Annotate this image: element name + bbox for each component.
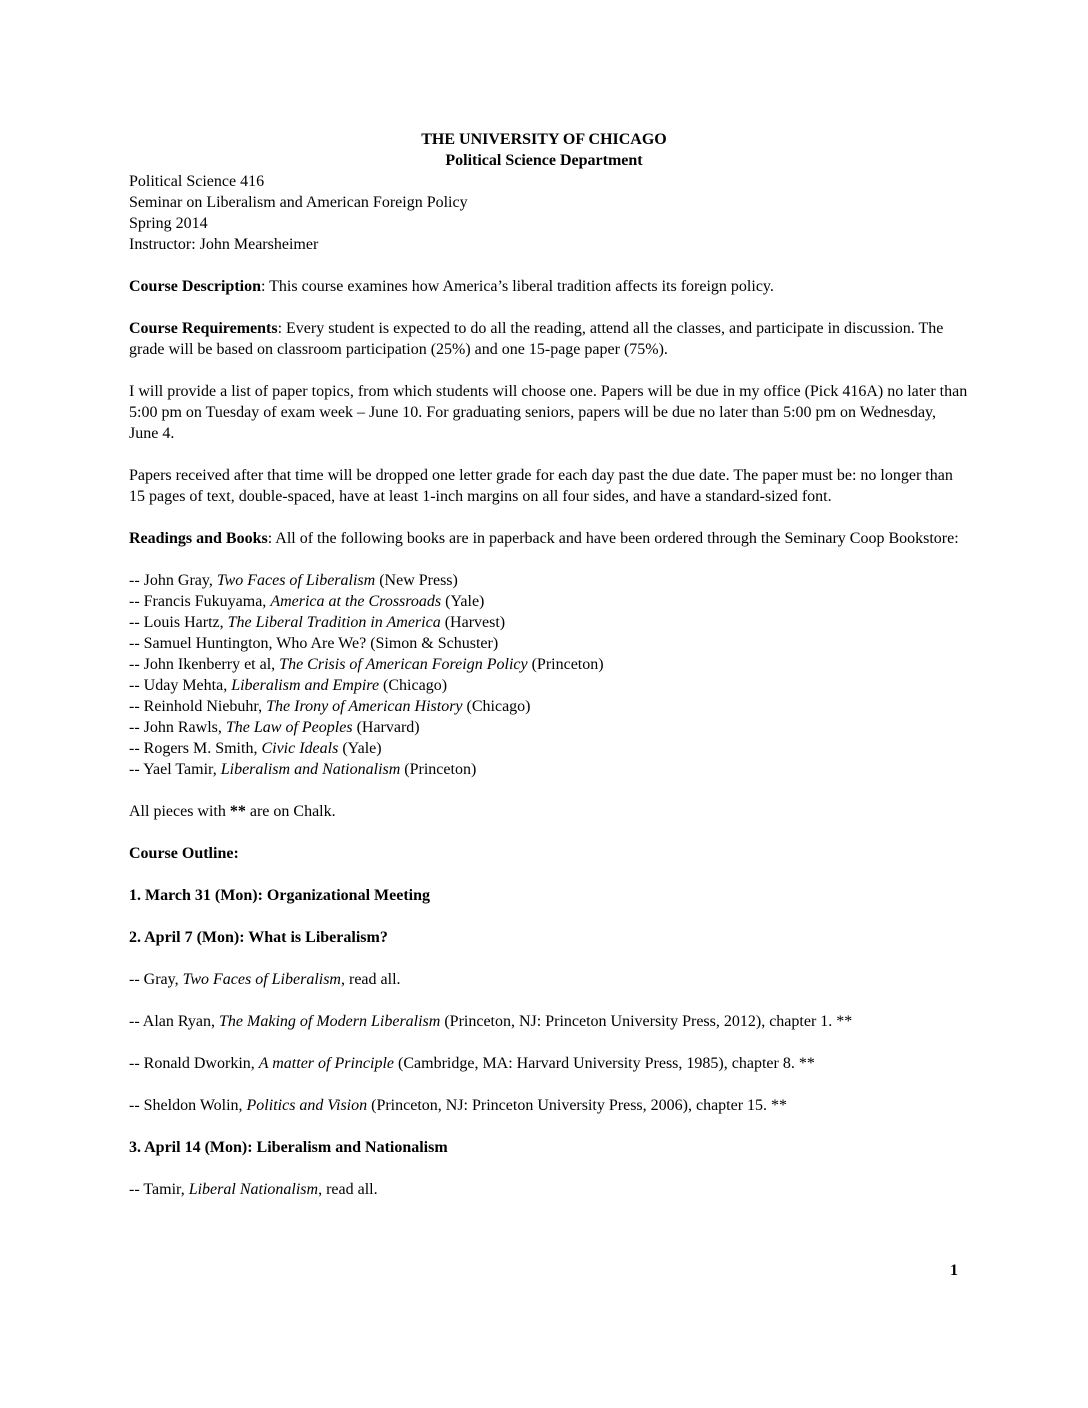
book-title: The Law of Peoples: [225, 719, 353, 736]
reading-details: (Princeton, NJ: Princeton University Press, 2012), chapter 1. **: [440, 1013, 853, 1030]
book-publisher: (Chicago): [462, 698, 531, 715]
chalk-note-stars: **: [229, 803, 246, 820]
chalk-note-text-end: are on Chalk.: [245, 803, 336, 820]
book-item: [129, 759, 969, 780]
reading-title: Two Faces of Liberalism: [182, 971, 341, 988]
book-item: [129, 675, 969, 696]
document-body: [129, 171, 969, 1200]
reading-author: -- Gray,: [129, 971, 183, 988]
book-item: [129, 570, 969, 591]
session-heading-3: 3. April 14 (Mon): Liberalism and Nationalism: [129, 1139, 448, 1156]
book-publisher: (Yale): [338, 740, 382, 757]
course-description: [129, 276, 969, 297]
reading-author: -- Ronald Dworkin,: [129, 1055, 259, 1072]
course-description-label: Course Description: [129, 278, 261, 295]
book-item: [129, 738, 969, 759]
late-papers-paragraph: Papers received after that time will be dropped one letter grade for each day past the due date. The paper must be: no longer than 15 pages of text, double-spaced, have at least 1-inch margins on all four sides, and have a standard-sized font.: [129, 467, 953, 505]
reading-author: -- Sheldon Wolin,: [129, 1097, 247, 1114]
book-item: [129, 591, 969, 612]
reading-item: [129, 969, 969, 990]
chalk-note: [129, 801, 969, 822]
reading-item: [129, 1053, 969, 1074]
book-publisher: (Harvard): [352, 719, 420, 736]
course-description-text: : This course examines how America’s liberal tradition affects its foreign policy.: [260, 278, 774, 295]
book-author: -- Samuel Huntington, Who Are We? (Simon & Schuster): [129, 635, 499, 652]
document-header: [0, 129, 1088, 171]
book-publisher: (Chicago): [379, 677, 448, 694]
reading-author: -- Tamir,: [129, 1181, 189, 1198]
book-title: Civic Ideals: [261, 740, 339, 757]
book-author: -- Reinhold Niebuhr,: [129, 698, 267, 715]
book-item: [129, 612, 969, 633]
book-title: America at the Crossroads: [270, 593, 442, 610]
book-list: [129, 570, 969, 780]
book-author: -- John Rawls,: [129, 719, 226, 736]
department-name: Political Science Department: [445, 152, 643, 169]
course-term: Spring 2014: [129, 215, 208, 232]
book-item: [129, 633, 969, 654]
readings-label: Readings and Books: [129, 530, 268, 547]
university-name: THE UNIVERSITY OF CHICAGO: [421, 131, 667, 148]
reading-author: -- Alan Ryan,: [129, 1013, 220, 1030]
course-requirements-label: Course Requirements: [129, 320, 278, 337]
book-publisher: (Princeton): [527, 656, 604, 673]
course-info: [129, 171, 969, 255]
reading-title: The Making of Modern Liberalism: [219, 1013, 441, 1030]
reading-title: Politics and Vision: [246, 1097, 368, 1114]
book-author: -- John Ikenberry et al,: [129, 656, 280, 673]
book-title: The Crisis of American Foreign Policy: [279, 656, 528, 673]
reading-item: [129, 1179, 969, 1200]
reading-details: (Cambridge, MA: Harvard University Press, 1985), chapter 8. **: [394, 1055, 815, 1072]
session-heading-1: 1. March 31 (Mon): Organizational Meeting: [129, 887, 430, 904]
book-title: The Liberal Tradition in America: [227, 614, 441, 631]
book-title: Two Faces of Liberalism: [216, 572, 376, 589]
book-title: Liberalism and Nationalism: [220, 761, 401, 778]
readings-text: : All of the following books are in paperback and have been ordered through the Seminary Coop Bookstore:: [267, 530, 959, 547]
course-outline-heading: Course Outline:: [129, 845, 239, 862]
reading-details: , read all.: [318, 1181, 378, 1198]
course-requirements-text: : Every student is expected to do all the reading, attend all the classes, and participate in discussion. The grade will be based on classroom participation (25%) and one 15-page paper (75%).: [129, 320, 944, 358]
reading-title: A matter of Principle: [258, 1055, 395, 1072]
book-author: -- Louis Hartz,: [129, 614, 228, 631]
book-publisher: (Harvest): [440, 614, 506, 631]
course-requirements: [129, 318, 969, 360]
course-instructor: Instructor: John Mearsheimer: [129, 236, 319, 253]
reading-title: Liberal Nationalism: [188, 1181, 319, 1198]
book-author: -- John Gray,: [129, 572, 217, 589]
reading-details: , read all.: [340, 971, 401, 988]
book-item: [129, 717, 969, 738]
book-author: -- Francis Fukuyama,: [129, 593, 271, 610]
book-publisher: (New Press): [375, 572, 458, 589]
book-author: -- Uday Mehta,: [129, 677, 232, 694]
book-publisher: (Princeton): [400, 761, 477, 778]
chalk-note-text: All pieces with: [129, 803, 230, 820]
reading-item: [129, 1095, 969, 1116]
reading-details: (Princeton, NJ: Princeton University Press, 2006), chapter 15. **: [367, 1097, 788, 1114]
book-author: -- Rogers M. Smith,: [129, 740, 262, 757]
book-publisher: (Yale): [441, 593, 485, 610]
session-heading-2: 2. April 7 (Mon): What is Liberalism?: [129, 929, 388, 946]
book-title: Liberalism and Empire: [231, 677, 380, 694]
book-item: [129, 654, 969, 675]
readings-paragraph: [129, 528, 969, 549]
book-author: -- Yael Tamir,: [129, 761, 221, 778]
reading-item: [129, 1011, 969, 1032]
course-title: Seminar on Liberalism and American Foreign Policy: [129, 194, 468, 211]
book-title: The Irony of American History: [266, 698, 463, 715]
book-item: [129, 696, 969, 717]
course-number: Political Science 416: [129, 173, 265, 190]
page-number: 1: [950, 1262, 958, 1279]
papers-paragraph: I will provide a list of paper topics, from which students will choose one. Papers will be due in my office (Pick 416A) no later than 5:00 pm on Tuesday of exam week – June 10. For graduating seniors, papers will be due no later than 5:00 pm on Wednesday, June 4.: [129, 383, 968, 442]
